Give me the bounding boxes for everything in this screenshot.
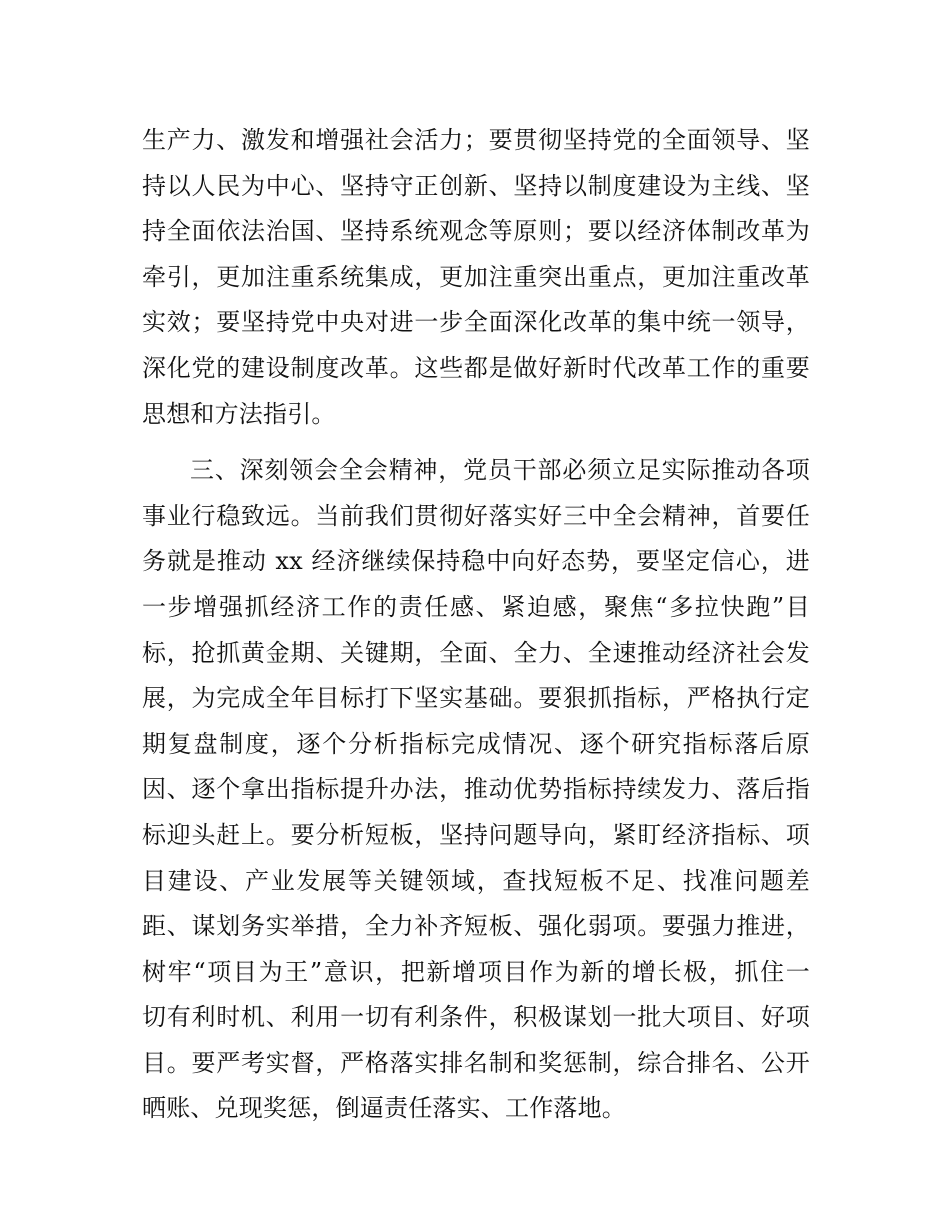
text-line: 实效；要坚持党中央对进一步全面深化改革的集中统一领导， — [142, 308, 810, 337]
text-line: 标迎头赶上。要分析短板，坚持问题导向，紧盯经济指标、项 — [142, 820, 810, 849]
text-line: 一步增强抓经济工作的责任感、紧迫感，聚焦“多拉快跑”目 — [142, 592, 810, 621]
document-body — [142, 118, 810, 1132]
text-line: 晒账、兑现奖惩，倒逼责任落实、工作落地。 — [142, 1094, 626, 1123]
text-line: 目。要严考实督，严格落实排名制和奖惩制，综合排名、公开 — [142, 1048, 810, 1077]
paragraph-1 — [142, 118, 810, 437]
text-line: 展，为完成全年目标打下坚实基础。要狠抓指标，严格执行定 — [142, 684, 810, 713]
text-line: 持全面依法治国、坚持系统观念等原则；要以经济体制改革为 — [142, 217, 810, 246]
text-line: 期复盘制度，逐个分析指标完成情况、逐个研究指标落后原 — [142, 729, 810, 758]
text-line: 标，抢抓黄金期、关键期，全面、全力、全速推动经济社会发 — [142, 638, 810, 667]
text-line: 思想和方法指引。 — [142, 399, 336, 428]
text-line: 牵引，更加注重系统集成，更加注重突出重点，更加注重改革 — [142, 262, 810, 291]
text-line: 深化党的建设制度改革。这些都是做好新时代改革工作的重要 — [142, 353, 810, 382]
text-line: 三、深刻领会全会精神，党员干部必须立足实际推动各项 — [190, 456, 810, 485]
text-line: 距、谋划务实举措，全力补齐短板、强化弱项。要强力推进， — [142, 912, 810, 941]
paragraph-2 — [142, 448, 810, 1132]
text-line: 切有利时机、利用一切有利条件，积极谋划一批大项目、好项 — [142, 1003, 810, 1032]
text-line: 生产力、激发和增强社会活力；要贯彻坚持党的全面领导、坚 — [142, 126, 810, 154]
text-line: 树牢“项目为王”意识，把新增项目作为新的增长极，抓住一 — [142, 957, 810, 986]
text-line: 务就是推动 xx 经济继续保持稳中向好态势，要坚定信心，进 — [142, 547, 810, 576]
text-line: 因、逐个拿出指标提升办法，推动优势指标持续发力、落后指 — [142, 775, 810, 804]
text-line: 事业行稳致远。当前我们贯彻好落实好三中全会精神，首要任 — [142, 501, 810, 530]
paragraph-spacer — [142, 437, 810, 448]
text-line: 持以人民为中心、坚持守正创新、坚持以制度建设为主线、坚 — [142, 171, 810, 200]
text-line: 目建设、产业发展等关键领域，查找短板不足、找准问题差 — [142, 866, 810, 895]
